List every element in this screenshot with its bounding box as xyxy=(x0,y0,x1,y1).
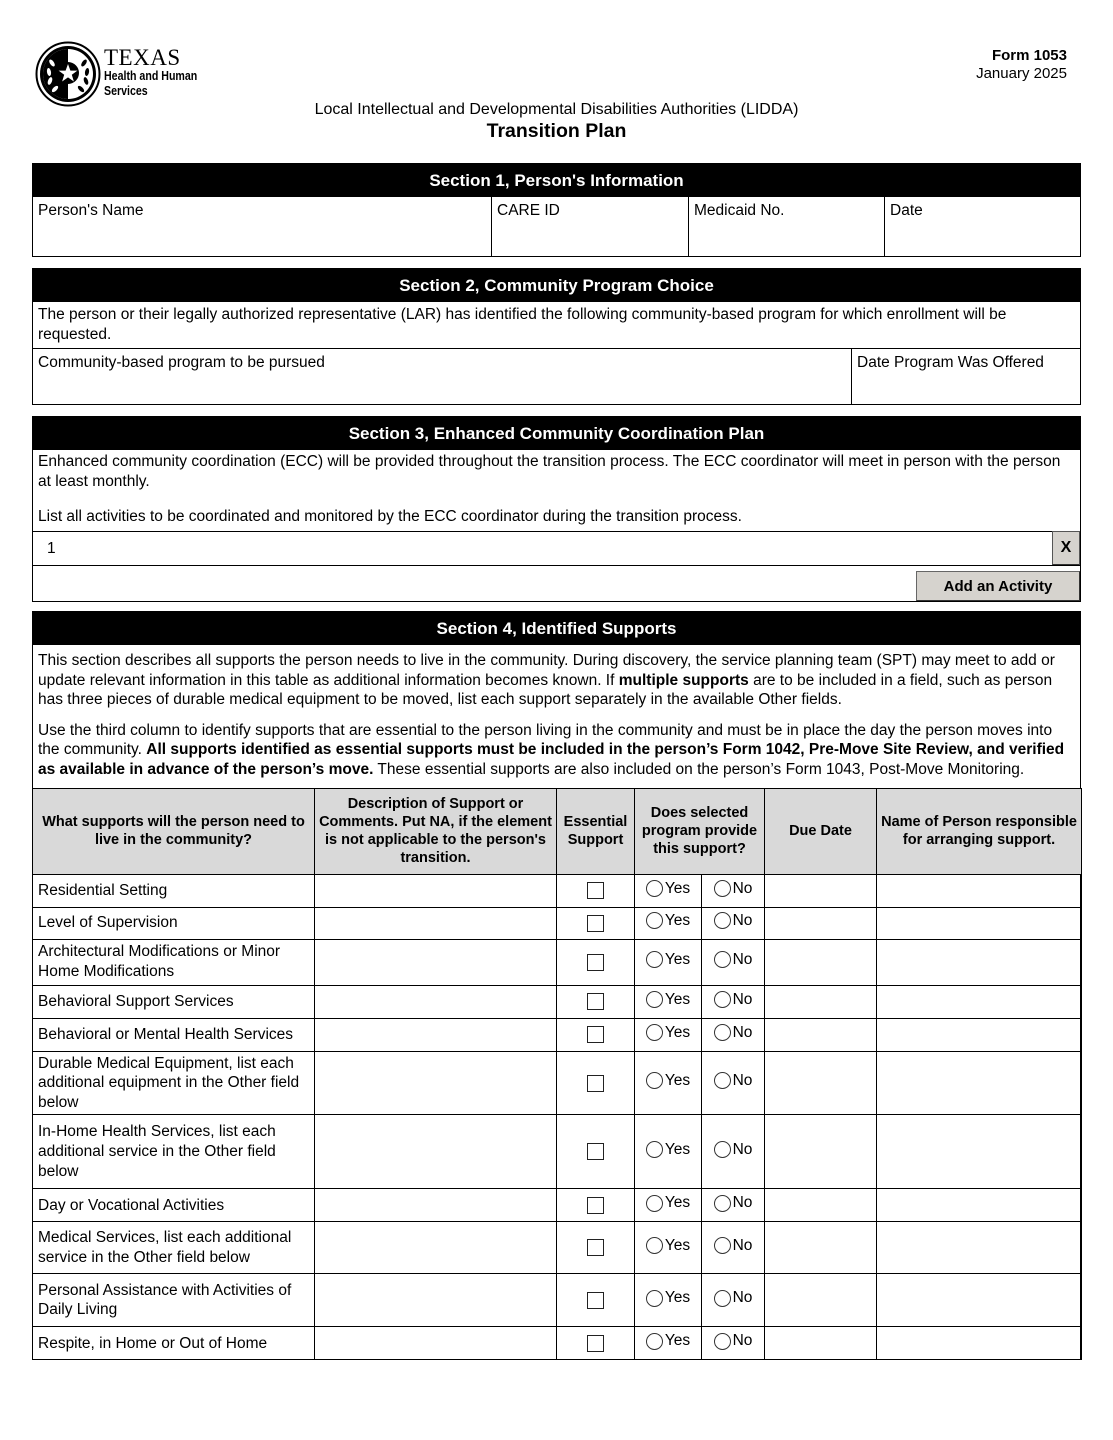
radio-circle-icon xyxy=(646,1024,663,1041)
radio-circle-icon xyxy=(714,1141,731,1158)
col-header-responsible-person: Name of Person responsible for arranging support. xyxy=(877,788,1082,874)
activity-input[interactable] xyxy=(63,532,1050,565)
form-number: Form 1053 xyxy=(991,47,1067,64)
add-activity-button[interactable]: Add an Activity xyxy=(916,571,1080,601)
due-date-input[interactable] xyxy=(765,874,877,907)
logo-line2: Services xyxy=(104,83,148,98)
radio-circle-icon xyxy=(714,912,731,929)
section-3-para-2: List all activities to be coordinated and monitored by the ECC coordinator during the transition process. xyxy=(38,508,742,525)
support-name: Level of Supervision xyxy=(33,907,315,939)
responsible-person-input[interactable] xyxy=(877,874,1082,907)
support-name: Respite, in Home or Out of Home xyxy=(33,1327,315,1360)
radio-circle-icon xyxy=(646,1195,663,1212)
table-row xyxy=(33,1018,1082,1051)
program-provides-no-radio[interactable]: No xyxy=(714,911,753,931)
medicaid-number-label: Medicaid No. xyxy=(694,202,785,219)
support-name: Architectural Modifications or Minor Home Modifications xyxy=(33,939,315,985)
program-provides-no-radio[interactable]: No xyxy=(714,1023,753,1043)
support-name: Medical Services, list each additional service in the Other field below xyxy=(33,1222,315,1274)
radio-circle-icon xyxy=(646,951,663,968)
description-input[interactable] xyxy=(315,874,557,907)
program-provides-yes-radio[interactable]: Yes xyxy=(646,1288,690,1308)
essential-support-checkbox[interactable] xyxy=(587,954,604,971)
due-date-input[interactable] xyxy=(765,1115,877,1189)
responsible-person-input[interactable] xyxy=(877,1222,1082,1274)
col-header-support: What supports will the person need to live in the community? xyxy=(33,788,315,874)
responsible-person-input[interactable] xyxy=(877,1051,1082,1115)
essential-support-checkbox[interactable] xyxy=(587,1075,604,1092)
medicaid-number-field[interactable] xyxy=(688,197,884,256)
program-provides-yes-radio[interactable]: Yes xyxy=(646,1140,690,1160)
radio-circle-icon xyxy=(714,1290,731,1307)
col-header-essential: Essential Support xyxy=(557,788,635,874)
program-provides-no-radio[interactable]: No xyxy=(714,879,753,899)
radio-circle-icon xyxy=(714,880,731,897)
program-provides-no-radio[interactable]: No xyxy=(714,950,753,970)
date-label: Date xyxy=(890,202,923,219)
section-4-para-1: This section describes all supports the person needs to live in the community. During discovery, the service planning team (SPT) may meet to add or update relevant information in this table as additional information becomes known. If multiple supports are to be included in a field, such as person has three pieces of durable medical equipment to be moved, list each support separately in the available Other fields. xyxy=(38,652,1055,709)
support-name: Residential Setting xyxy=(33,874,315,907)
responsible-person-input[interactable] xyxy=(877,1189,1082,1222)
due-date-input[interactable] xyxy=(765,1051,877,1115)
radio-circle-icon xyxy=(646,912,663,929)
program-provides-no-radio[interactable]: No xyxy=(714,1140,753,1160)
essential-support-checkbox[interactable] xyxy=(587,993,604,1010)
program-provides-yes-radio[interactable]: Yes xyxy=(646,911,690,931)
form-identifier xyxy=(976,47,1067,83)
section-2-intro: The person or their legally authorized representative (LAR) has identified the following community-based program for which enrollment will be requested. xyxy=(38,306,1007,343)
table-row xyxy=(33,1051,1082,1115)
date-field[interactable] xyxy=(884,197,1080,256)
logo-wordmark: TEXAS xyxy=(104,44,181,70)
col-header-description: Description of Support or Comments. Put NA, if the element is not applicable to the person's transition. xyxy=(315,788,557,874)
responsible-person-input[interactable] xyxy=(877,1018,1082,1051)
essential-support-checkbox[interactable] xyxy=(587,1197,604,1214)
essential-support-checkbox[interactable] xyxy=(587,882,604,899)
radio-circle-icon xyxy=(714,1237,731,1254)
hhs-logo xyxy=(35,41,215,107)
program-provides-yes-radio[interactable]: Yes xyxy=(646,1023,690,1043)
document-subtitle: Local Intellectual and Developmental Disabilities Authorities (LIDDA) xyxy=(314,101,799,118)
support-name: Behavioral or Mental Health Services xyxy=(33,1018,315,1051)
description-input[interactable] xyxy=(315,1051,557,1115)
program-provides-yes-radio[interactable]: Yes xyxy=(646,1071,690,1091)
responsible-person-input[interactable] xyxy=(877,1274,1082,1327)
col-header-due-date: Due Date xyxy=(765,788,877,874)
section-4-para-2: Use the third column to identify supports that are essential to the person living in the community and must be in place the day the person moves into the community. All supports identified as essential supports must be included in the person’s Form 1042, Pre-Move Site Review, and verified as available in advance of the person’s move. These essential supports are also included on the person’s Form 1043, Post-Move Monitoring. xyxy=(38,721,1065,778)
radio-circle-icon xyxy=(646,1333,663,1350)
radio-circle-icon xyxy=(714,1195,731,1212)
radio-circle-icon xyxy=(646,880,663,897)
date-program-offered-field[interactable] xyxy=(851,349,1080,404)
radio-circle-icon xyxy=(714,1072,731,1089)
radio-circle-icon xyxy=(646,1237,663,1254)
description-input[interactable] xyxy=(315,1189,557,1222)
radio-circle-icon xyxy=(714,1024,731,1041)
community-program-label: Community-based program to be pursued xyxy=(38,354,325,371)
table-row xyxy=(33,1327,1082,1360)
program-provides-no-radio[interactable]: No xyxy=(714,1071,753,1091)
community-program-field[interactable] xyxy=(33,349,851,404)
section-4-header: Section 4, Identified Supports xyxy=(33,612,1080,645)
description-input[interactable] xyxy=(315,907,557,939)
section-identified-supports xyxy=(32,611,1081,1360)
description-input[interactable] xyxy=(315,1222,557,1274)
support-name: Day or Vocational Activities xyxy=(33,1189,315,1222)
supports-table-header xyxy=(33,788,1082,874)
support-name: Durable Medical Equipment, list each additional equipment in the Other field below xyxy=(33,1051,315,1115)
logo-line1: Health and Human xyxy=(104,68,198,83)
program-provides-no-radio[interactable]: No xyxy=(714,1236,753,1256)
radio-circle-icon xyxy=(714,991,731,1008)
essential-support-checkbox[interactable] xyxy=(587,915,604,932)
table-row xyxy=(33,1274,1082,1327)
date-program-offered-label: Date Program Was Offered xyxy=(857,354,1044,371)
program-provides-yes-radio[interactable]: Yes xyxy=(646,1193,690,1213)
radio-circle-icon xyxy=(714,951,731,968)
essential-support-checkbox[interactable] xyxy=(587,1026,604,1043)
essential-support-checkbox[interactable] xyxy=(587,1239,604,1256)
responsible-person-input[interactable] xyxy=(877,1327,1082,1360)
radio-circle-icon xyxy=(646,1072,663,1089)
description-input[interactable] xyxy=(315,1327,557,1360)
radio-circle-icon xyxy=(646,1290,663,1307)
persons-name-label: Person's Name xyxy=(38,202,144,219)
program-provides-yes-radio[interactable]: Yes xyxy=(646,1236,690,1256)
program-provides-yes-radio[interactable]: Yes xyxy=(646,950,690,970)
radio-circle-icon xyxy=(646,991,663,1008)
due-date-input[interactable] xyxy=(765,1018,877,1051)
care-id-field[interactable] xyxy=(491,197,688,256)
table-row xyxy=(33,907,1082,939)
table-row xyxy=(33,1115,1082,1189)
section-2-header: Section 2, Community Program Choice xyxy=(33,269,1080,302)
responsible-person-input[interactable] xyxy=(877,985,1082,1018)
program-provides-no-radio[interactable]: No xyxy=(714,1288,753,1308)
section-1-header: Section 1, Person's Information xyxy=(33,164,1080,197)
remove-activity-button[interactable]: X xyxy=(1052,531,1080,565)
section-ecc-plan xyxy=(32,416,1081,602)
program-provides-yes-radio[interactable]: Yes xyxy=(646,879,690,899)
due-date-input[interactable] xyxy=(765,907,877,939)
form-date: January 2025 xyxy=(976,65,1067,82)
description-input[interactable] xyxy=(315,1018,557,1051)
section-3-para-1: Enhanced community coordination (ECC) will be provided throughout the transition process. The ECC coordinator will meet in person with the person at least monthly. xyxy=(38,453,1061,490)
program-provides-yes-radio[interactable]: Yes xyxy=(646,990,690,1010)
section-3-header: Section 3, Enhanced Community Coordination Plan xyxy=(33,417,1080,450)
due-date-input[interactable] xyxy=(765,1274,877,1327)
essential-support-checkbox[interactable] xyxy=(587,1143,604,1160)
support-name: Personal Assistance with Activities of Daily Living xyxy=(33,1274,315,1327)
essential-support-checkbox[interactable] xyxy=(587,1335,604,1352)
program-provides-no-radio[interactable]: No xyxy=(714,1331,753,1351)
radio-circle-icon xyxy=(646,1141,663,1158)
persons-name-field[interactable] xyxy=(33,197,491,256)
activity-number: 1 xyxy=(47,539,56,557)
support-name: In-Home Health Services, list each additional service in the Other field below xyxy=(33,1115,315,1189)
activity-row xyxy=(33,531,1080,565)
description-input[interactable] xyxy=(315,939,557,985)
table-row xyxy=(33,874,1082,907)
care-id-label: CARE ID xyxy=(497,202,560,219)
responsible-person-input[interactable] xyxy=(877,939,1082,985)
essential-support-checkbox[interactable] xyxy=(587,1292,604,1309)
program-provides-yes-radio[interactable]: Yes xyxy=(646,1331,690,1351)
due-date-input[interactable] xyxy=(765,985,877,1018)
col-header-program-provides: Does selected program provide this support? xyxy=(635,788,765,874)
section-persons-information xyxy=(32,163,1081,257)
add-activity-row xyxy=(33,565,1080,601)
due-date-input[interactable] xyxy=(765,1327,877,1360)
support-name: Behavioral Support Services xyxy=(33,985,315,1018)
texas-seal-icon xyxy=(35,41,101,107)
table-row xyxy=(33,985,1082,1018)
due-date-input[interactable] xyxy=(765,1189,877,1222)
table-row xyxy=(33,1222,1082,1274)
section-4-instructions xyxy=(33,645,1080,788)
table-row xyxy=(33,1189,1082,1222)
radio-circle-icon xyxy=(714,1333,731,1350)
due-date-input[interactable] xyxy=(765,1222,877,1274)
responsible-person-input[interactable] xyxy=(877,1115,1082,1189)
document-main-title: Transition Plan xyxy=(486,120,627,142)
responsible-person-input[interactable] xyxy=(877,907,1082,939)
due-date-input[interactable] xyxy=(765,939,877,985)
description-input[interactable] xyxy=(315,1274,557,1327)
program-provides-no-radio[interactable]: No xyxy=(714,990,753,1010)
description-input[interactable] xyxy=(315,985,557,1018)
supports-table xyxy=(32,788,1082,1361)
table-row xyxy=(33,939,1082,985)
section-community-program-choice xyxy=(32,268,1081,405)
description-input[interactable] xyxy=(315,1115,557,1189)
program-provides-no-radio[interactable]: No xyxy=(714,1193,753,1213)
document-title xyxy=(0,100,1113,142)
